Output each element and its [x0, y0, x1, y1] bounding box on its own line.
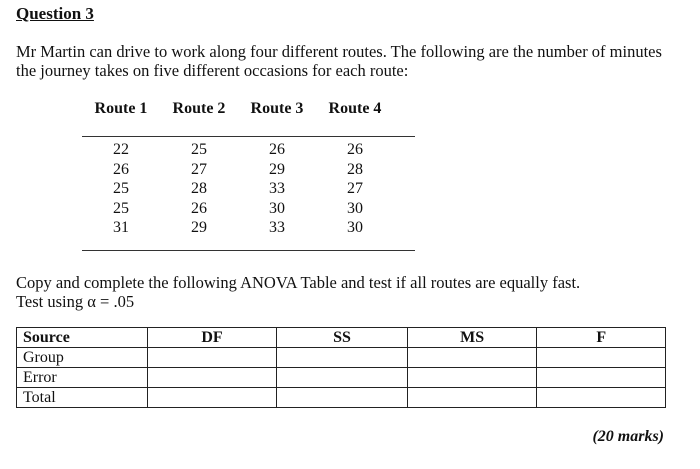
table-cell: 26: [347, 141, 363, 158]
table-row: [82, 218, 415, 238]
anova-header-row: [17, 328, 666, 348]
table-cell: 30: [347, 199, 363, 217]
table-row: [82, 179, 415, 199]
table-cell: 26: [191, 199, 207, 217]
table-cell: 30: [269, 199, 285, 217]
table-cell: 33: [269, 219, 285, 236]
question-title: Question 3: [16, 4, 94, 23]
marks-label: (20 marks): [592, 428, 664, 445]
anova-empty-cell: [277, 368, 408, 388]
table-cell: 28: [347, 160, 363, 178]
table-cell: 29: [269, 160, 285, 178]
task-line-1: Copy and complete the following ANOVA Table and test if all routes are equally fast.: [16, 273, 581, 292]
anova-source-cell: Error: [17, 368, 148, 388]
anova-empty-cell: [277, 348, 408, 368]
table-row: [82, 199, 415, 219]
anova-empty-cell: [537, 388, 666, 408]
table-cell: 22: [113, 141, 129, 158]
table-row: [82, 140, 415, 160]
table-cell: 25: [113, 199, 129, 217]
anova-header-source: Source: [17, 328, 148, 348]
table-cell: 27: [191, 160, 207, 178]
route-header: Route 2: [172, 100, 226, 117]
anova-empty-cell: [147, 348, 277, 368]
table-cell: 31: [113, 219, 129, 236]
anova-row-group: [17, 348, 666, 368]
table-cell: 29: [191, 219, 207, 236]
anova-empty-cell: [407, 388, 537, 408]
anova-row-error: [17, 368, 666, 388]
anova-header-ms: MS: [407, 328, 537, 348]
table-cell: 25: [191, 141, 207, 158]
anova-empty-cell: [537, 368, 666, 388]
route-header: Route 4: [328, 100, 382, 117]
table-cell: 27: [347, 180, 363, 197]
anova-source-cell: Total: [17, 388, 148, 408]
table-cell: 26: [113, 160, 129, 178]
anova-header-ss: SS: [277, 328, 408, 348]
anova-empty-cell: [407, 368, 537, 388]
table-cell: 30: [347, 219, 363, 236]
anova-header-f: F: [537, 328, 666, 348]
route-header: Route 1: [94, 100, 148, 117]
anova-empty-cell: [277, 388, 408, 408]
table-top-rule: [82, 136, 415, 137]
table-row: [82, 160, 415, 180]
anova-empty-cell: [407, 348, 537, 368]
anova-empty-cell: [537, 348, 666, 368]
anova-empty-cell: [147, 368, 277, 388]
table-cell: 25: [113, 180, 129, 197]
routes-data-table: [82, 100, 415, 236]
routes-header-row: [82, 100, 415, 120]
route-header: Route 3: [250, 100, 304, 117]
table-cell: 26: [269, 141, 285, 158]
anova-row-total: [17, 388, 666, 408]
anova-header-df: DF: [147, 328, 277, 348]
task-line-2: Test using α = .05: [16, 292, 135, 311]
anova-source-cell: Group: [17, 348, 148, 368]
table-cell: 28: [191, 180, 207, 197]
routes-body: [82, 140, 415, 238]
anova-empty-cell: [147, 388, 277, 408]
table-cell: 33: [269, 180, 285, 197]
task-instructions: [16, 273, 686, 311]
question-intro: Mr Martin can drive to work along four different routes. The following are the number of minutes the journey takes on five different occasions for each route:: [16, 42, 662, 80]
table-bottom-rule: [82, 250, 415, 251]
anova-table: [16, 327, 666, 408]
